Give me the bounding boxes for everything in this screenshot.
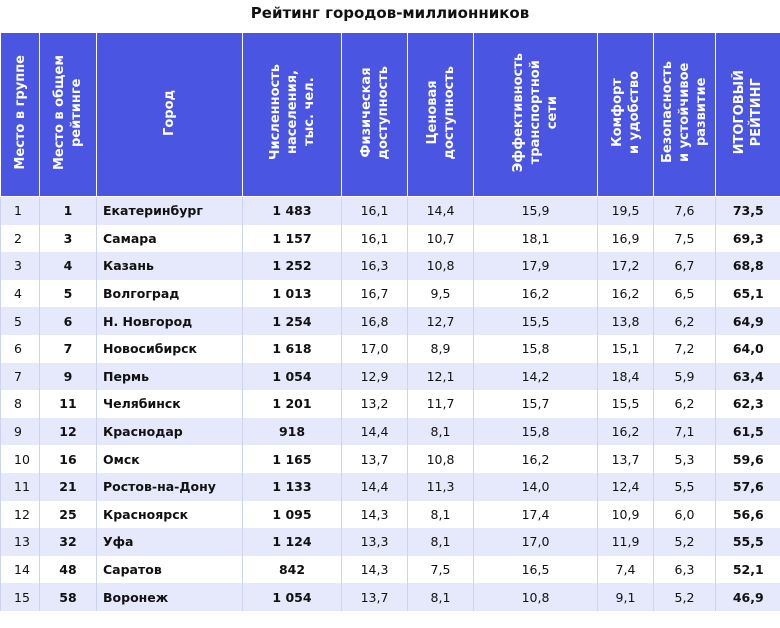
cell-group-place: 7 (1, 363, 40, 391)
cell-overall-place: 48 (40, 556, 97, 584)
cell-transport-efficiency: 16,5 (474, 556, 598, 584)
cell-physical-access: 17,0 (342, 335, 408, 363)
cell-city: Челябинск (97, 390, 243, 418)
cell-total-rating: 57,6 (716, 473, 780, 501)
cell-comfort: 7,4 (598, 556, 654, 584)
table-row (1, 307, 780, 335)
cell-population: 1 124 (243, 528, 342, 556)
cell-price-access: 11,7 (408, 390, 474, 418)
table-row (1, 280, 780, 308)
cell-total-rating: 69,3 (716, 225, 780, 253)
cell-city: Уфа (97, 528, 243, 556)
table-row (1, 445, 780, 473)
cell-comfort: 10,9 (598, 501, 654, 529)
cell-safety: 5,3 (654, 445, 716, 473)
cell-overall-place: 25 (40, 501, 97, 529)
cell-city: Казань (97, 252, 243, 280)
cell-population: 1 618 (243, 335, 342, 363)
cell-transport-efficiency: 14,0 (474, 473, 598, 501)
cell-population: 1 254 (243, 307, 342, 335)
cell-total-rating: 56,6 (716, 501, 780, 529)
cell-total-rating: 61,5 (716, 418, 780, 446)
cell-safety: 7,5 (654, 225, 716, 253)
table-row (1, 225, 780, 253)
cell-overall-place: 7 (40, 335, 97, 363)
cell-total-rating: 52,1 (716, 556, 780, 584)
cell-city: Новосибирск (97, 335, 243, 363)
cell-comfort: 15,1 (598, 335, 654, 363)
cell-group-place: 12 (1, 501, 40, 529)
cell-safety: 7,1 (654, 418, 716, 446)
cell-price-access: 7,5 (408, 556, 474, 584)
table-row (1, 583, 780, 611)
cell-comfort: 17,2 (598, 252, 654, 280)
cell-total-rating: 63,4 (716, 363, 780, 391)
table-row (1, 335, 780, 363)
cell-comfort: 13,8 (598, 307, 654, 335)
cell-price-access: 8,1 (408, 528, 474, 556)
cell-total-rating: 73,5 (716, 197, 780, 225)
cell-overall-place: 32 (40, 528, 97, 556)
column-header-city[interactable]: Город (97, 33, 243, 197)
cell-physical-access: 13,3 (342, 528, 408, 556)
cell-population: 1 165 (243, 445, 342, 473)
cell-overall-place: 58 (40, 583, 97, 611)
cell-transport-efficiency: 15,5 (474, 307, 598, 335)
cell-physical-access: 14,4 (342, 418, 408, 446)
table-row (1, 501, 780, 529)
cell-city: Волгоград (97, 280, 243, 308)
cell-price-access: 8,1 (408, 583, 474, 611)
cell-comfort: 16,9 (598, 225, 654, 253)
cell-group-place: 6 (1, 335, 40, 363)
cell-city: Саратов (97, 556, 243, 584)
cell-physical-access: 14,4 (342, 473, 408, 501)
cell-safety: 5,2 (654, 583, 716, 611)
page-title: Рейтинг городов-миллионников (250, 4, 530, 22)
cell-comfort: 19,5 (598, 197, 654, 225)
cell-population: 1 157 (243, 225, 342, 253)
cell-total-rating: 62,3 (716, 390, 780, 418)
cell-overall-place: 6 (40, 307, 97, 335)
cell-comfort: 16,2 (598, 418, 654, 446)
cell-transport-efficiency: 16,2 (474, 280, 598, 308)
cell-safety: 5,5 (654, 473, 716, 501)
cell-comfort: 18,4 (598, 363, 654, 391)
table-row (1, 528, 780, 556)
cell-price-access: 12,7 (408, 307, 474, 335)
cell-physical-access: 16,1 (342, 225, 408, 253)
cell-population: 1 483 (243, 197, 342, 225)
cell-safety: 7,2 (654, 335, 716, 363)
table-row (1, 418, 780, 446)
column-header-price-access[interactable]: Ценовая доступность (408, 33, 474, 197)
cell-population: 1 054 (243, 583, 342, 611)
cell-group-place: 3 (1, 252, 40, 280)
table-row (1, 473, 780, 501)
cell-group-place: 2 (1, 225, 40, 253)
cell-safety: 6,2 (654, 307, 716, 335)
cell-overall-place: 11 (40, 390, 97, 418)
cell-total-rating: 65,1 (716, 280, 780, 308)
cell-city: Самара (97, 225, 243, 253)
column-header-physical-access[interactable]: Физическая доступность (342, 33, 408, 197)
cell-overall-place: 4 (40, 252, 97, 280)
table-row (1, 390, 780, 418)
cell-safety: 6,0 (654, 501, 716, 529)
cell-transport-efficiency: 15,8 (474, 335, 598, 363)
cell-population: 918 (243, 418, 342, 446)
cell-total-rating: 64,0 (716, 335, 780, 363)
cell-overall-place: 5 (40, 280, 97, 308)
cell-transport-efficiency: 15,8 (474, 418, 598, 446)
cell-physical-access: 16,8 (342, 307, 408, 335)
cell-total-rating: 68,8 (716, 252, 780, 280)
cell-safety: 7,6 (654, 197, 716, 225)
cell-price-access: 8,9 (408, 335, 474, 363)
table-row (1, 556, 780, 584)
column-header-population[interactable]: Численность населения, тыс. чел. (243, 33, 342, 197)
cell-overall-place: 21 (40, 473, 97, 501)
cell-population: 1 054 (243, 363, 342, 391)
cell-city: Екатеринбург (97, 197, 243, 225)
column-header-comfort[interactable]: Комфорт и удобство (598, 33, 654, 197)
cell-total-rating: 55,5 (716, 528, 780, 556)
cell-transport-efficiency: 18,1 (474, 225, 598, 253)
cell-safety: 6,3 (654, 556, 716, 584)
cell-city: Пермь (97, 363, 243, 391)
cell-price-access: 8,1 (408, 418, 474, 446)
cell-group-place: 9 (1, 418, 40, 446)
cell-population: 842 (243, 556, 342, 584)
cell-price-access: 10,8 (408, 445, 474, 473)
cell-transport-efficiency: 17,9 (474, 252, 598, 280)
cell-safety: 6,7 (654, 252, 716, 280)
cell-comfort: 11,9 (598, 528, 654, 556)
cell-city: Красноярск (97, 501, 243, 529)
cell-physical-access: 14,3 (342, 556, 408, 584)
cell-comfort: 15,5 (598, 390, 654, 418)
cell-population: 1 095 (243, 501, 342, 529)
cell-group-place: 13 (1, 528, 40, 556)
cell-physical-access: 16,7 (342, 280, 408, 308)
header-row (1, 33, 780, 197)
cell-group-place: 15 (1, 583, 40, 611)
cell-total-rating: 46,9 (716, 583, 780, 611)
cell-transport-efficiency: 15,9 (474, 197, 598, 225)
cell-total-rating: 64,9 (716, 307, 780, 335)
cell-price-access: 12,1 (408, 363, 474, 391)
cell-total-rating: 59,6 (716, 445, 780, 473)
column-header-transport-efficiency[interactable]: Эффективность транспортной сети (474, 33, 598, 197)
cell-city: Н. Новгород (97, 307, 243, 335)
ranking-table (0, 32, 780, 611)
cell-physical-access: 16,3 (342, 252, 408, 280)
cell-safety: 6,5 (654, 280, 716, 308)
cell-price-access: 10,8 (408, 252, 474, 280)
column-header-group-place[interactable]: Место в группе (1, 33, 40, 197)
cell-group-place: 11 (1, 473, 40, 501)
cell-transport-efficiency: 14,2 (474, 363, 598, 391)
column-header-safety[interactable]: Безопасность и устойчивое развитие (654, 33, 716, 197)
cell-overall-place: 1 (40, 197, 97, 225)
cell-city: Воронеж (97, 583, 243, 611)
table-row (1, 197, 780, 225)
cell-overall-place: 9 (40, 363, 97, 391)
cell-overall-place: 16 (40, 445, 97, 473)
cell-safety: 5,9 (654, 363, 716, 391)
cell-transport-efficiency: 16,2 (474, 445, 598, 473)
cell-comfort: 12,4 (598, 473, 654, 501)
cell-transport-efficiency: 17,0 (474, 528, 598, 556)
cell-group-place: 8 (1, 390, 40, 418)
cell-safety: 5,2 (654, 528, 716, 556)
cell-city: Ростов-на-Дону (97, 473, 243, 501)
cell-city: Омск (97, 445, 243, 473)
cell-comfort: 9,1 (598, 583, 654, 611)
cell-physical-access: 13,7 (342, 445, 408, 473)
cell-group-place: 4 (1, 280, 40, 308)
cell-transport-efficiency: 17,4 (474, 501, 598, 529)
column-header-overall-place[interactable]: Место в общем рейтинге (40, 33, 97, 197)
cell-transport-efficiency: 10,8 (474, 583, 598, 611)
cell-group-place: 5 (1, 307, 40, 335)
table-row (1, 252, 780, 280)
cell-price-access: 11,3 (408, 473, 474, 501)
cell-population: 1 013 (243, 280, 342, 308)
cell-population: 1 201 (243, 390, 342, 418)
cell-population: 1 252 (243, 252, 342, 280)
cell-physical-access: 14,3 (342, 501, 408, 529)
cell-group-place: 10 (1, 445, 40, 473)
cell-population: 1 133 (243, 473, 342, 501)
cell-physical-access: 13,7 (342, 583, 408, 611)
cell-physical-access: 13,2 (342, 390, 408, 418)
cell-price-access: 10,7 (408, 225, 474, 253)
cell-safety: 6,2 (654, 390, 716, 418)
cell-price-access: 9,5 (408, 280, 474, 308)
cell-comfort: 13,7 (598, 445, 654, 473)
column-header-total-rating[interactable]: ИТОГОВЫЙ РЕЙТИНГ (716, 33, 780, 197)
cell-city: Краснодар (97, 418, 243, 446)
cell-physical-access: 16,1 (342, 197, 408, 225)
cell-group-place: 14 (1, 556, 40, 584)
cell-price-access: 8,1 (408, 501, 474, 529)
cell-comfort: 16,2 (598, 280, 654, 308)
cell-physical-access: 12,9 (342, 363, 408, 391)
table-row (1, 363, 780, 391)
cell-transport-efficiency: 15,7 (474, 390, 598, 418)
cell-overall-place: 3 (40, 225, 97, 253)
cell-group-place: 1 (1, 197, 40, 225)
cell-price-access: 14,4 (408, 197, 474, 225)
cell-overall-place: 12 (40, 418, 97, 446)
